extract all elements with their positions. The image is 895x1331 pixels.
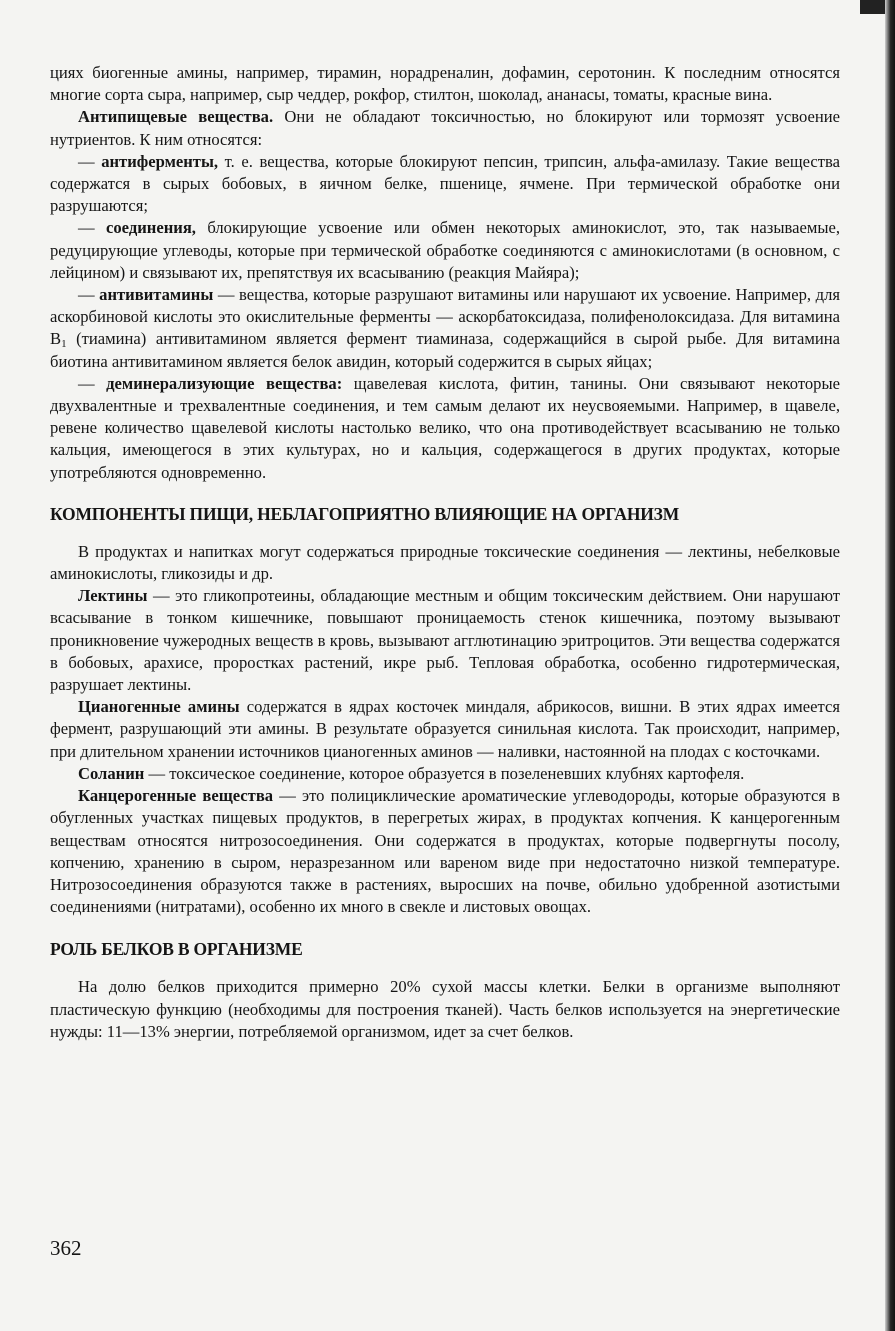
term-cyanogenic-amines: Цианогенные амины xyxy=(78,697,240,717)
paragraph-biogenic-amines: циях биогенные амины, например, тирамин, норадреналин, дофамин, серотонин. К последним относятся многие сорта сыра, например, сыр чеддер, рокфор, стилтон, шоколад, ананасы, томаты, красные вина. xyxy=(50,63,840,105)
paragraph-demineralizing: — деминерализующие вещества: щавелевая кислота, фитин, танины. Они связывают некоторые двухвалентные и трехвалентные соединения, и тем самым делают их неусвояемыми. Например, в щавеле, ревене количество щавелевой кислоты настолько велико, что она противодействует всасыванию не только кальция, имеющегося в этих культурах, но и кальция, содержащегося в других продуктах, которые употребляются одновременно. xyxy=(50,373,840,482)
term-antienzymes: антиферменты, xyxy=(101,151,219,171)
paragraph-antivitamins: — антивитамины — вещества, которые разрушают витамины или нарушают их усвоение. Например, для аскорбиновой кислоты это окислительные ферменты — аскорбатоксидаза, полифенолоксидаза. Для витамина $B_1$ (тиамина) антивитамином является фермент тиаминаза, содержащийся в сырой рыбе. Для витамина биотина антивитамином является белок авидин, который содержится в сырых яйцах; xyxy=(50,285,840,371)
page-body xyxy=(50,62,840,1043)
paragraph-antienzymes: — антиферменты, т. е. вещества, которые блокируют пепсин, трипсин, альфа-амилазу. Такие вещества содержатся в сырых бобовых, в яичном белке, пшенице, ячмене. При термической обработке они разрушаются; xyxy=(50,151,840,216)
paragraph-solanine: Соланин — токсическое соединение, которое образуется в позеленевших клубнях картофеля. xyxy=(78,763,745,783)
term-lectins: Лектины xyxy=(78,586,148,606)
paragraph-lectins: Лектины — это гликопротеины, обладающие местным и общим токсическим действием. Они нарушают всасывание в тонком кишечнике, повышают проницаемость стенок кишечника, поэтому вызывают проникновение чужеродных веществ в кровь, вызывают агглютинацию эритроцитов. Эти вещества содержатся в бобовых, арахисе, проростках растений, икре рыб. Тепловая обработка, особенно гидротермическая, разрушает лектины. xyxy=(50,586,840,695)
paragraph-compounds: — соединения, блокирующие усвоение или обмен некоторых аминокислот, это, так называемые, редуцирующие углеводы, которые при термической обработке соединяются с аминокислотами (в основном, с лейцином) и связывают их, препятствуя их всасыванию (реакция Майяра); xyxy=(50,218,841,282)
term-solanine: Соланин xyxy=(78,763,145,783)
term-antinutrients: Антипищевые вещества. xyxy=(78,107,274,127)
term-compounds: соединения, xyxy=(106,218,196,238)
paragraph-cyanogenic-amines: Цианогенные амины содержатся в ядрах косточек миндаля, абрикосов, вишни. В этих ядрах имеется фермент, разрушающий эти амины. В результате образуется синильная кислота. Так происходит, например, при длительном хранении источников цианогенных аминов — наливки, настоянной на плодах с косточками. xyxy=(50,697,840,761)
paragraph-carcinogens: Канцерогенные вещества — это полициклические ароматические углеводороды, которые образуются в обугленных участках пищевых продуктов, в перегретых жирах, в продуктах копчения. К канцерогенным веществам относятся нитрозосоединения. Они содержатся в продуктах, которые подвергнуты посолу, копчению, хранению в сыром, неразрезанном или вареном виде при недостаточно низкой температуре. Нитрозосоединения образуются также в растениях, выросших на почве, обильно удобренной азотистыми соединениями (нитратами), особенно их много в свекле и листовых овощах. xyxy=(50,786,840,917)
paragraph-antinutrients: Антипищевые вещества. Они не обладают токсичностью, но блокируют или тормозят усвоение нутриентов. К ним относятся: xyxy=(50,107,840,149)
term-demineralizing: деминерализующие вещества: xyxy=(106,373,343,393)
term-carcinogens: Канцерогенные вещества xyxy=(78,786,274,806)
term-antivitamins: антивитамины xyxy=(99,285,214,305)
paragraph-toxic-compounds: В продуктах и напитках могут содержаться природные токсические соединения — лектины, небелковые аминокислоты, гликозиды и др. xyxy=(50,541,840,584)
paragraph-proteins: На долю белков приходится примерно 20% сухой массы клетки. Белки в организме выполняют пластическую функцию (необходимы для построения тканей). Часть белков используется на энергетические нужды: 11—13% энергии, потребляемой организмом, идет за счет белков. xyxy=(50,977,840,1041)
scan-edge-shadow xyxy=(885,0,895,1331)
section-heading-protein-role: РОЛЬ БЕЛКОВ В ОРГАНИЗМЕ xyxy=(50,939,303,960)
page-number: 362 xyxy=(50,1236,82,1260)
section-heading-harmful-components: КОМПОНЕНТЫ ПИЩИ, НЕБЛАГОПРИЯТНО ВЛИЯЮЩИЕ НА ОРГАНИЗМ xyxy=(50,503,680,524)
scan-edge-top xyxy=(860,0,885,14)
